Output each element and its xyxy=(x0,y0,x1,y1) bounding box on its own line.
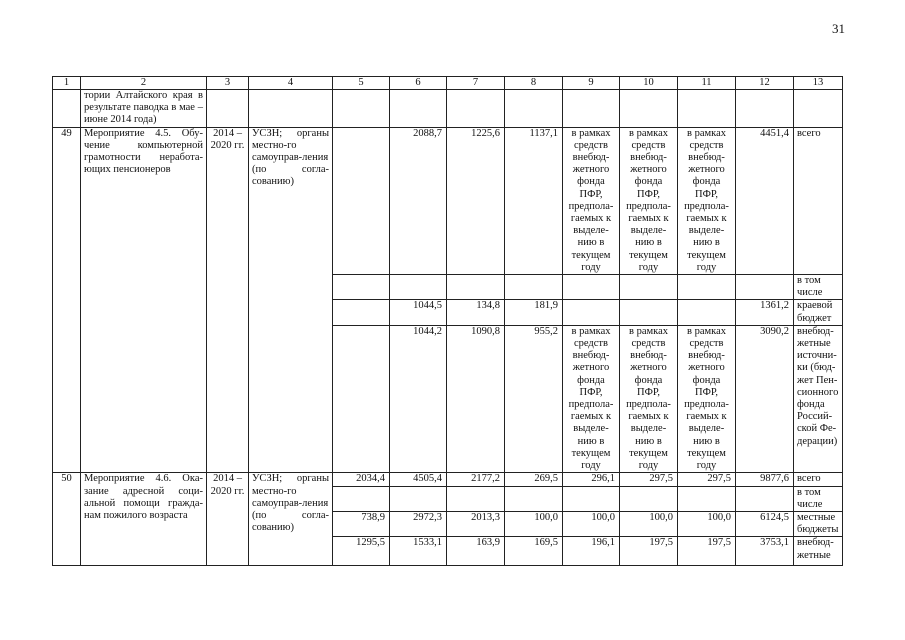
column-header: 10 xyxy=(620,77,678,90)
table-cell: 1044,5 xyxy=(390,300,447,325)
table-cell: 100,0 xyxy=(563,511,620,536)
table-cell: 297,5 xyxy=(678,473,736,486)
table-cell: 6124,5 xyxy=(736,511,794,536)
continuation-row xyxy=(53,90,843,128)
pfr-note: в рамках средств внебюд-жетного фонда ПФР, предпола-гаемых к выделе-нию в текущем году xyxy=(620,127,678,274)
table-cell: 1295,5 xyxy=(333,537,390,566)
table-cell: 197,5 xyxy=(678,537,736,566)
measure-name: Мероприятие 4.5. Обу-чение компьютерной грамотности неработа-ющих пенсионеров xyxy=(81,127,207,473)
table-cell: 1044,2 xyxy=(390,325,447,472)
table-cell xyxy=(333,127,390,274)
table-cell: 3753,1 xyxy=(736,537,794,566)
column-header: 7 xyxy=(447,77,505,90)
source-label: всего xyxy=(794,127,843,274)
table-cell: 4505,4 xyxy=(390,473,447,486)
table-cell: 955,2 xyxy=(505,325,563,472)
pfr-note: в рамках средств внебюд-жетного фонда ПФР, предпола-гаемых к выделе-нию в текущем году xyxy=(620,325,678,472)
continuation-text: тории Алтайского края в результате паводка в мае – июне 2014 года) xyxy=(81,90,207,128)
pfr-note: в рамках средств внебюд-жетного фонда ПФР, предпола-гаемых к выделе-нию в текущем году xyxy=(678,325,736,472)
program-table xyxy=(52,76,843,566)
source-label: внебюд-жетные источни-ки (бюд-жет Пен-сионного фонда Россий-ской Фе-дерации) xyxy=(794,325,843,472)
source-label: местные бюджеты xyxy=(794,511,843,536)
source-label: краевой бюджет xyxy=(794,300,843,325)
table-cell: 1137,1 xyxy=(505,127,563,274)
source-label: всего xyxy=(794,473,843,486)
column-header: 3 xyxy=(207,77,249,90)
column-header: 8 xyxy=(505,77,563,90)
column-header: 1 xyxy=(53,77,81,90)
table-cell: 100,0 xyxy=(678,511,736,536)
column-number-row xyxy=(53,77,843,90)
table-cell: 163,9 xyxy=(447,537,505,566)
table-cell: 296,1 xyxy=(563,473,620,486)
measure-period: 2014 – 2020 гг. xyxy=(207,473,249,566)
table-cell: 1533,1 xyxy=(390,537,447,566)
table-cell: 1225,6 xyxy=(447,127,505,274)
table-row xyxy=(53,127,843,274)
table-cell: 2034,4 xyxy=(333,473,390,486)
table-cell: 4451,4 xyxy=(736,127,794,274)
column-header: 13 xyxy=(794,77,843,90)
table-cell: 2013,3 xyxy=(447,511,505,536)
table-cell: 197,5 xyxy=(620,537,678,566)
measure-executor: УСЗН; органы местно-го самоуправ-ления (по согла-сованию) xyxy=(249,473,333,566)
table-cell: 181,9 xyxy=(505,300,563,325)
table-cell: 169,5 xyxy=(505,537,563,566)
pfr-note: в рамках средств внебюд-жетного фонда ПФР, предпола-гаемых к выделе-нию в текущем году xyxy=(563,325,620,472)
column-header: 4 xyxy=(249,77,333,90)
row-number: 50 xyxy=(53,473,81,566)
table-cell: 100,0 xyxy=(505,511,563,536)
column-header: 9 xyxy=(563,77,620,90)
pfr-note: в рамках средств внебюд-жетного фонда ПФР, предпола-гаемых к выделе-нию в текущем году xyxy=(678,127,736,274)
column-header: 5 xyxy=(333,77,390,90)
measure-name: Мероприятие 4.6. Ока-зание адресной соци-альной помощи гражда-нам пожилого возраста xyxy=(81,473,207,566)
measure-executor: УСЗН; органы местно-го самоуправ-ления (по согла-сованию) xyxy=(249,127,333,473)
table-cell: 2088,7 xyxy=(390,127,447,274)
table-cell: 1361,2 xyxy=(736,300,794,325)
column-header: 11 xyxy=(678,77,736,90)
table-cell: 3090,2 xyxy=(736,325,794,472)
table-cell: 1090,8 xyxy=(447,325,505,472)
measure-period: 2014 – 2020 гг. xyxy=(207,127,249,473)
table-cell: 100,0 xyxy=(620,511,678,536)
table-cell: 738,9 xyxy=(333,511,390,536)
table-cell: 196,1 xyxy=(563,537,620,566)
column-header: 2 xyxy=(81,77,207,90)
table-cell: 297,5 xyxy=(620,473,678,486)
source-label: внебюд-жетные xyxy=(794,537,843,566)
table-cell: 134,8 xyxy=(447,300,505,325)
row-number: 49 xyxy=(53,127,81,473)
source-label: в том числе xyxy=(794,275,843,300)
source-label: в том числе xyxy=(794,486,843,511)
table-row xyxy=(53,473,843,486)
table-cell: 9877,6 xyxy=(736,473,794,486)
table-cell: 269,5 xyxy=(505,473,563,486)
column-header: 6 xyxy=(390,77,447,90)
page-number: 31 xyxy=(832,21,845,36)
column-header: 12 xyxy=(736,77,794,90)
pfr-note: в рамках средств внебюд-жетного фонда ПФР, предпола-гаемых к выделе-нию в текущем году xyxy=(563,127,620,274)
table-cell: 2972,3 xyxy=(390,511,447,536)
table-cell: 2177,2 xyxy=(447,473,505,486)
